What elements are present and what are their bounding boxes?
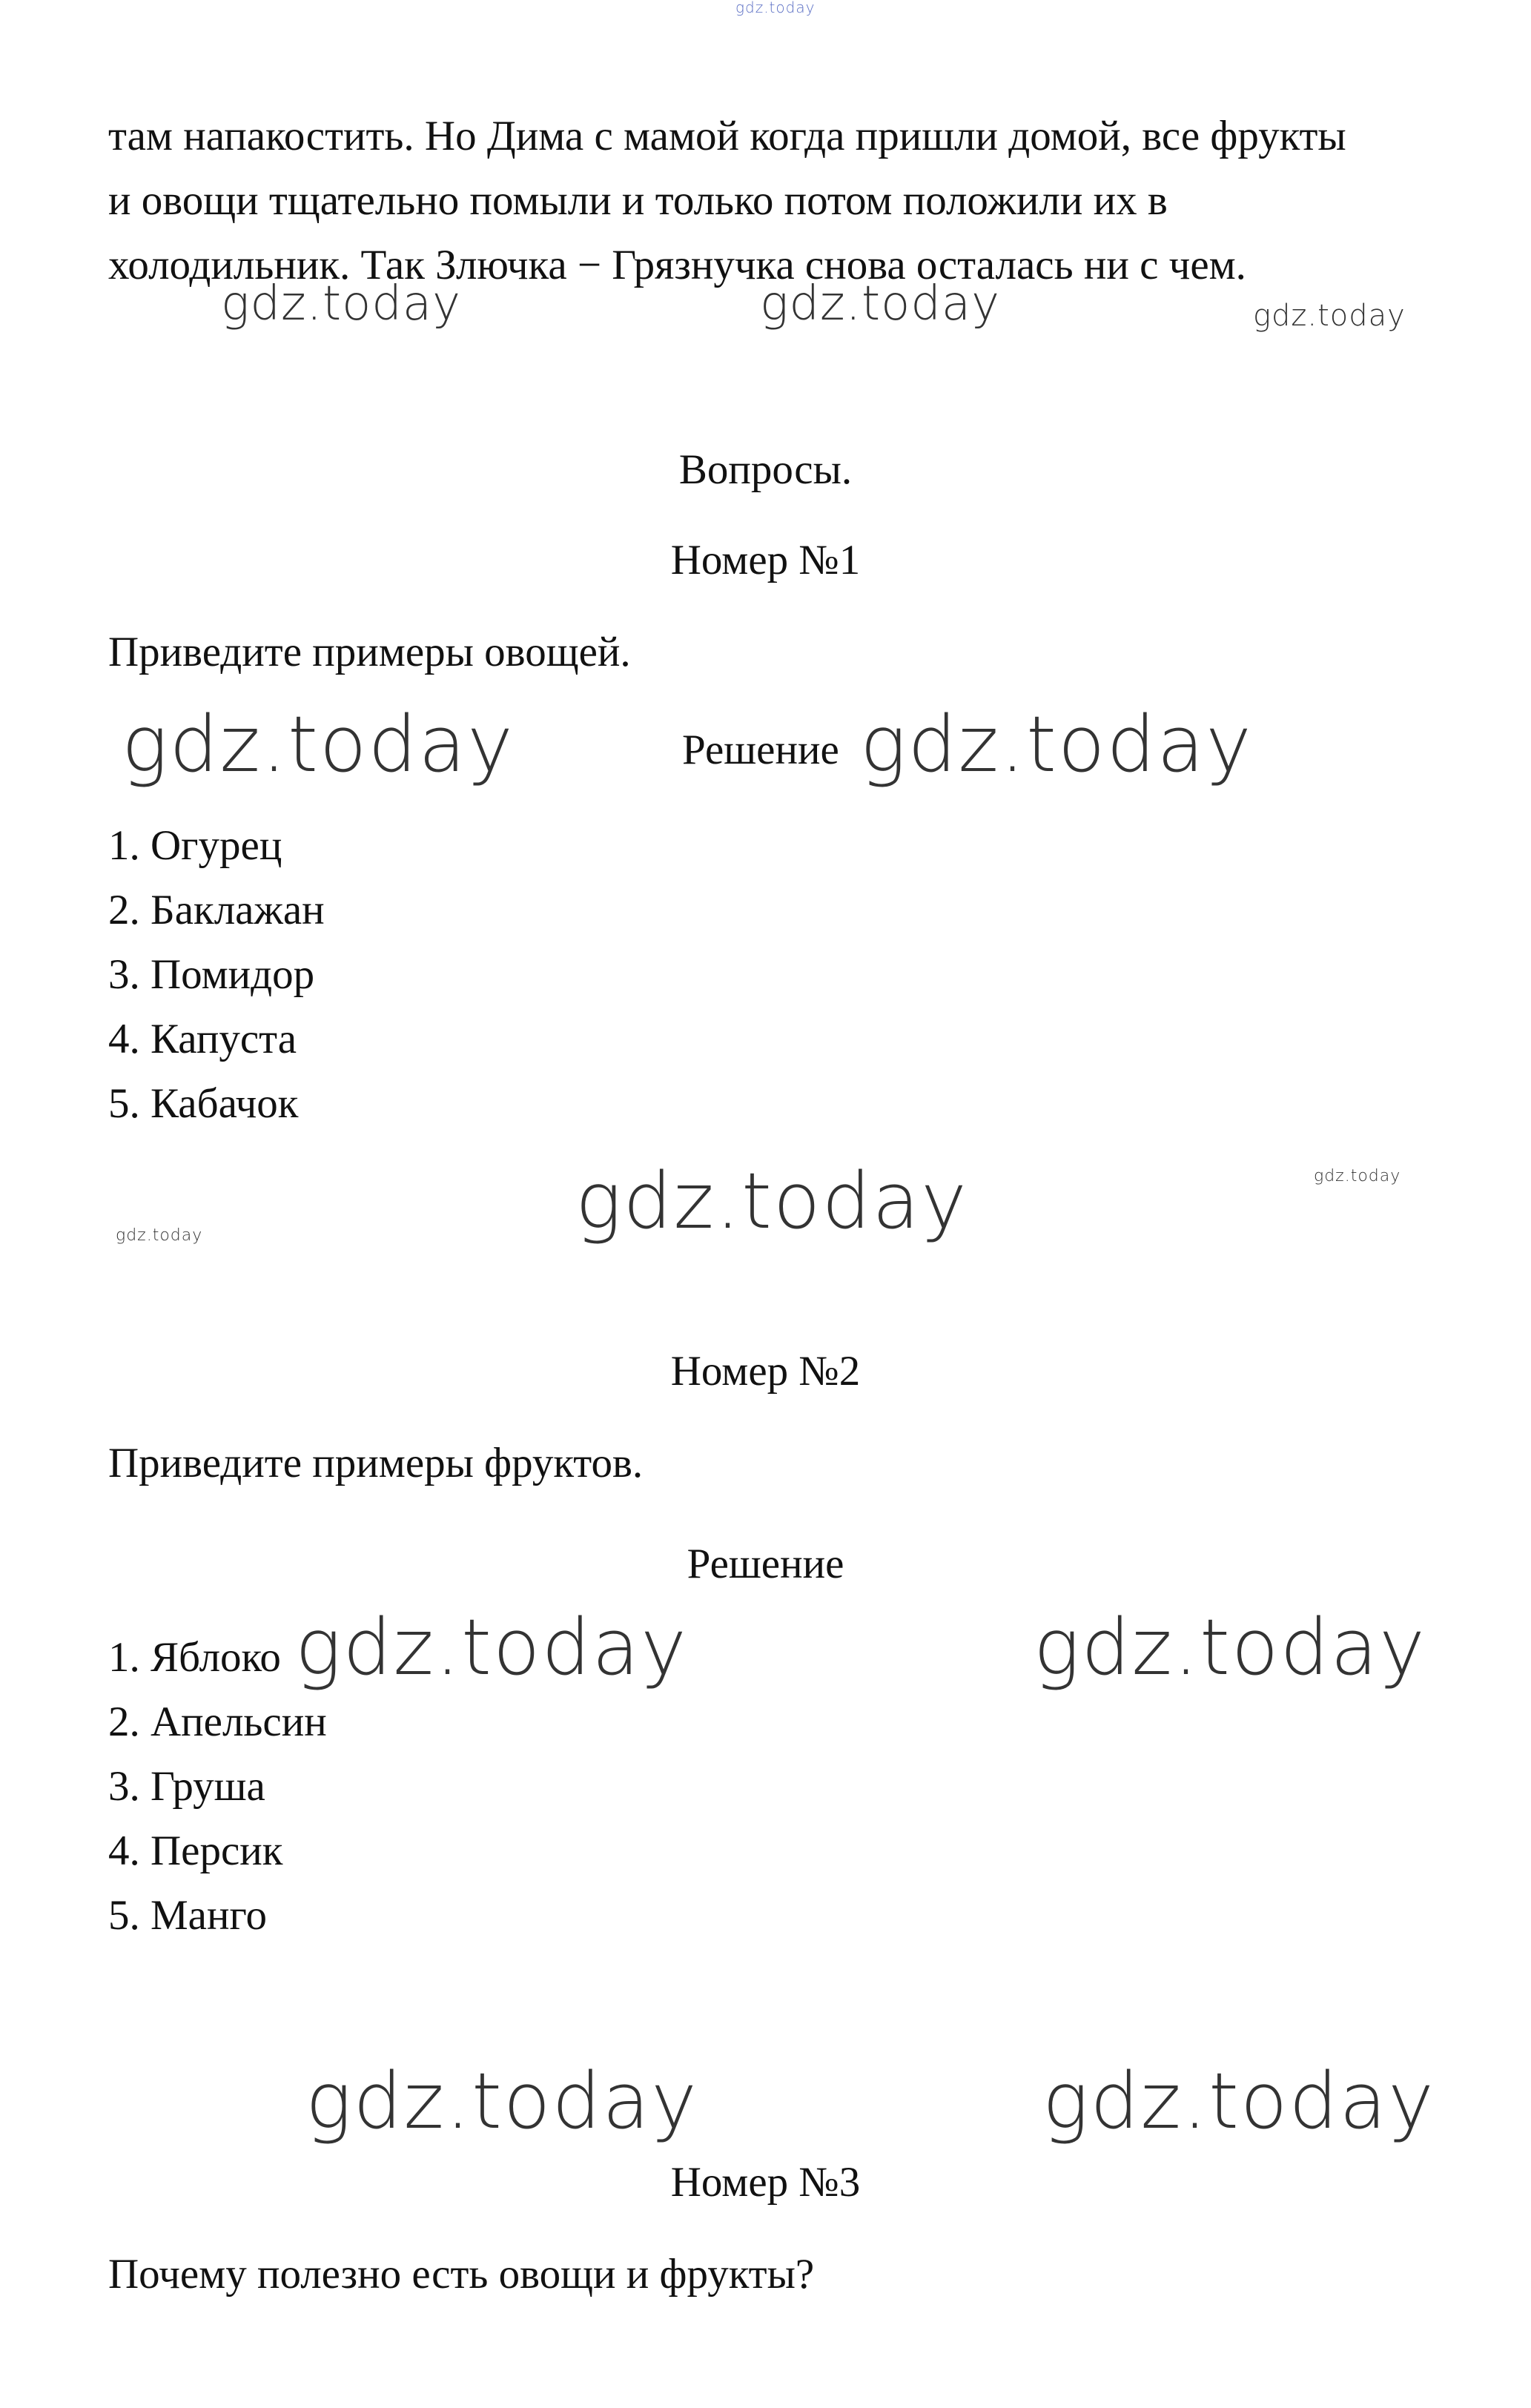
intro-line: там напакостить. Но Дима с мамой когда пришли домой, все фрукты xyxy=(108,113,1346,159)
question-1-title: Номер №1 xyxy=(670,537,861,583)
watermark-top: gdz.today xyxy=(735,0,816,16)
watermark: gdz.today xyxy=(575,1156,968,1246)
list-item: 2. Баклажан xyxy=(108,887,325,933)
list-item: 2. Апельсин xyxy=(108,1698,327,1745)
intro-line: и овощи тщательно помыли и только потом положили их в xyxy=(108,177,1168,224)
list-item: 4. Капуста xyxy=(108,1016,297,1062)
watermark: gdz.today xyxy=(1314,1167,1401,1185)
watermark: gdz.today xyxy=(1042,2056,1435,2146)
list-item: 1. Огурец xyxy=(108,822,282,869)
list-item: 1. Яблоко xyxy=(108,1634,281,1681)
list-item: 4. Персик xyxy=(108,1828,283,1874)
question-2-solution-label: Решение xyxy=(687,1541,844,1587)
questions-heading: Вопросы. xyxy=(678,446,853,493)
question-1-text: Приведите примеры овощей. xyxy=(108,629,631,675)
question-2-title: Номер №2 xyxy=(670,1348,861,1395)
question-1-answer-list xyxy=(108,813,325,1136)
watermark: gdz.today xyxy=(295,1602,688,1693)
intro-line: холодильник. Так Злючка − Грязнучка снова осталась ни с чем. xyxy=(108,242,1246,288)
watermark: gdz.today xyxy=(122,699,515,790)
intro-paragraph xyxy=(108,104,1443,297)
question-1-solution-label: Решение xyxy=(682,727,839,773)
list-item: 3. Груша xyxy=(108,1763,265,1810)
watermark: gdz.today xyxy=(860,699,1253,790)
watermark: gdz.today xyxy=(221,277,461,331)
watermark: gdz.today xyxy=(305,2056,698,2146)
watermark: gdz.today xyxy=(1253,299,1406,333)
watermark: gdz.today xyxy=(116,1226,203,1245)
list-item: 3. Помидор xyxy=(108,951,315,998)
list-item: 5. Манго xyxy=(108,1892,267,1939)
watermark: gdz.today xyxy=(760,277,1000,331)
question-3-title: Номер №3 xyxy=(670,2159,861,2206)
question-2-answer-list xyxy=(108,1625,327,1948)
question-2-text: Приведите примеры фруктов. xyxy=(108,1440,644,1486)
question-3-text: Почему полезно есть овощи и фрукты? xyxy=(108,2251,815,2298)
watermark: gdz.today xyxy=(1034,1602,1426,1693)
list-item: 5. Кабачок xyxy=(108,1080,299,1127)
